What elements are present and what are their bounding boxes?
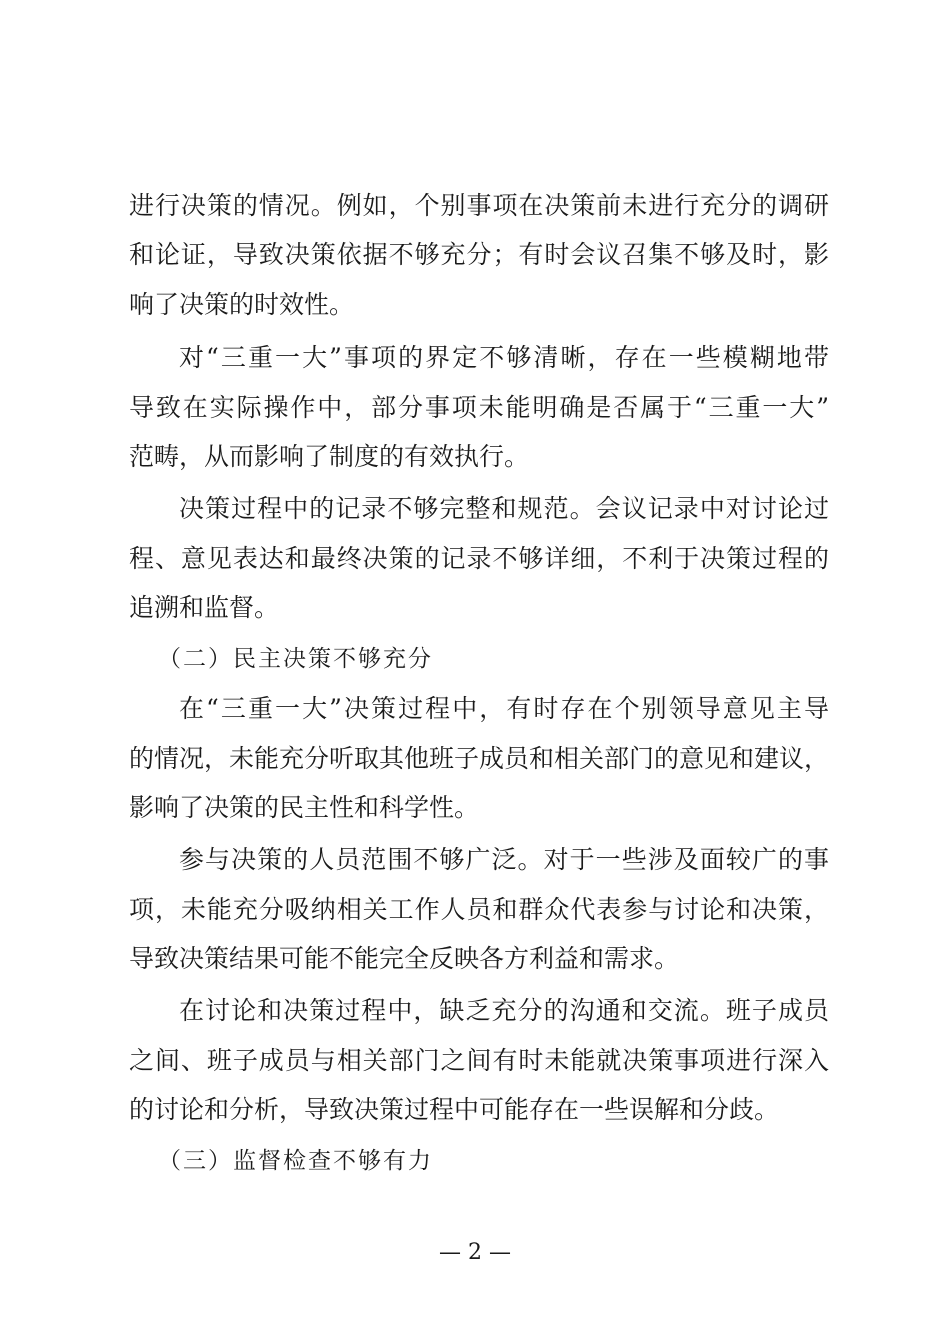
- paragraph-line: 对“三重一大”事项的界定不够清晰，存在一些模糊地带: [179, 343, 829, 372]
- section-heading: （三）监督检查不够有力: [158, 1148, 433, 1174]
- paragraph-line: 项，未能充分吸纳相关工作人员和群众代表参与讨论和决策，: [129, 895, 829, 924]
- paragraph-line: 决策过程中的记录不够完整和规范。会议记录中对讨论过: [179, 494, 829, 523]
- paragraph-line: 参与决策的人员范围不够广泛。对于一些涉及面较广的事: [179, 845, 829, 874]
- paragraph-line: 导致决策结果可能不能完全反映各方利益和需求。: [129, 944, 680, 973]
- paragraph-line: 程、意见表达和最终决策的记录不够详细，不利于决策过程的: [129, 544, 829, 573]
- paragraph-line: 范畴，从而影响了制度的有效执行。: [129, 442, 530, 471]
- paragraph-line: 追溯和监督。: [129, 593, 280, 622]
- page-number: — 2 —: [439, 1240, 511, 1265]
- paragraph-line: 响了决策的时效性。: [129, 290, 355, 319]
- paragraph-line: 影响了决策的民主性和科学性。: [129, 793, 480, 822]
- paragraph-line: 的情况，未能充分听取其他班子成员和相关部门的意见和建议，: [129, 744, 830, 773]
- paragraph-line: 进行决策的情况。例如，个别事项在决策前未进行充分的调研: [129, 191, 829, 220]
- paragraph-line: 之间、班子成员与相关部门之间有时未能就决策事项进行深入: [129, 1046, 829, 1075]
- paragraph-line: 和论证，导致决策依据不够充分；有时会议召集不够及时，影: [129, 240, 829, 269]
- paragraph-line: 导致在实际操作中，部分事项未能明确是否属于“三重一大”: [129, 393, 829, 422]
- paragraph-line: 的讨论和分析，导致决策过程中可能存在一些误解和分歧。: [129, 1095, 780, 1124]
- paragraph-line: 在“三重一大”决策过程中，有时存在个别领导意见主导: [179, 694, 829, 723]
- paragraph-line: 在讨论和决策过程中，缺乏充分的沟通和交流。班子成员: [179, 996, 829, 1025]
- section-heading: （二）民主决策不够充分: [158, 646, 433, 672]
